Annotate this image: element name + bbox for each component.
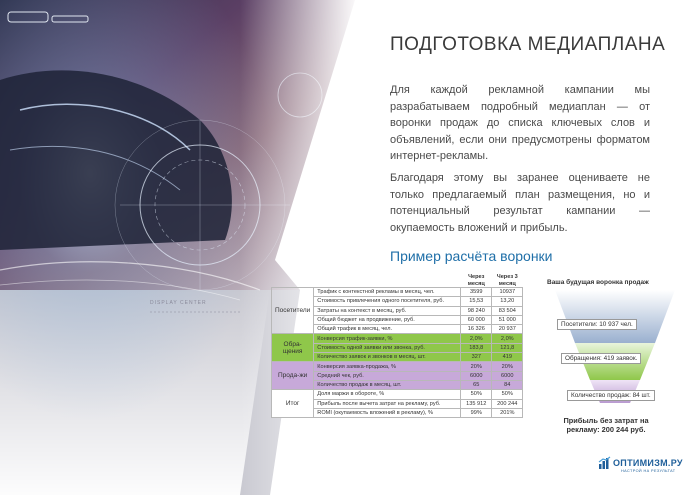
row-value-3months: 6000 [492, 371, 523, 380]
row-value-3months: 419 [492, 353, 523, 362]
row-value-3months: 13,20 [492, 297, 523, 306]
group-label-sales: Прода-жи [272, 362, 314, 390]
row-value-3months: 10937 [492, 288, 523, 297]
row-value-3months: 20 937 [492, 325, 523, 334]
row-value-3months: 2,0% [492, 334, 523, 343]
funnel-label-requests: Обращения: 419 заявок. [561, 353, 641, 364]
row-value-month: 99% [461, 408, 492, 417]
funnel-level-visitors [555, 290, 675, 343]
group-label-visitors: Посетители [272, 288, 314, 334]
funnel-heading: Пример расчёта воронки [390, 248, 553, 264]
row-value-3months: 51 000 [492, 315, 523, 324]
row-value-3months: 50% [492, 390, 523, 399]
table-row [272, 362, 523, 371]
row-value-month: 65 [461, 380, 492, 389]
row-value-3months: 84 [492, 380, 523, 389]
page-title: ПОДГОТОВКА МЕДИАПЛАНА [390, 34, 666, 55]
row-value-month: 20% [461, 362, 492, 371]
row-value-month: 16 326 [461, 325, 492, 334]
row-value-month: 50% [461, 390, 492, 399]
funnel-label-visitors: Посетители: 10 937 чел. [557, 319, 637, 330]
table-row [272, 334, 523, 343]
row-value-month: 135 912 [461, 399, 492, 408]
table-row [272, 288, 523, 297]
row-value-month: 15,53 [461, 297, 492, 306]
funnel-label-sales: Количество продаж: 84 шт. [567, 390, 655, 401]
group-label-requests: Обра-щения [272, 334, 314, 362]
row-label: Стоимость одной заявки или звонка, руб. [314, 343, 461, 352]
row-label: Общий трафик в месяц, чел. [314, 325, 461, 334]
logo-icon [598, 456, 612, 470]
row-value-3months: 83 504 [492, 306, 523, 315]
row-label: Затраты на контекст в месяц, руб. [314, 306, 461, 315]
row-label: Прибыль после вычета затрат на рекламу, руб. [314, 399, 461, 408]
table-row [272, 390, 523, 399]
column-header-month: Через месяц [467, 274, 485, 287]
row-value-month: 60 000 [461, 315, 492, 324]
row-label: Средний чек, руб. [314, 371, 461, 380]
row-label: Количество продаж в месяц, шт. [314, 380, 461, 389]
benefit-paragraph: Благодаря этому вы заранее оцениваете не только предлагаемый план размещения, но и потенциальный результат кампании — окупаемость вложений и прибыль. [390, 172, 650, 234]
row-label: Конверсия заявка-продажа, % [314, 362, 461, 371]
row-label: Трафик с контекстной рекламы в месяц, чел. [314, 288, 461, 297]
group-label-total: Итог [272, 390, 314, 418]
row-value-month: 6000 [461, 371, 492, 380]
profit-summary: Прибыль без затрат на рекламу: 200 244 руб. [563, 416, 649, 434]
row-label: Общий бюджет на продвижение, руб. [314, 315, 461, 324]
row-label: Количество заявок и звонков в месяц, шт. [314, 353, 461, 362]
row-value-month: 98 240 [461, 306, 492, 315]
row-value-month: 3599 [461, 288, 492, 297]
row-value-month: 183,8 [461, 343, 492, 352]
row-label: ROMI (окупаемость вложений в рекламу), % [314, 408, 461, 417]
logo-tagline: НАСТРОЙ НА РЕЗУЛЬТАТ [621, 469, 676, 473]
row-value-month: 2,0% [461, 334, 492, 343]
funnel-title: Ваша будущая воронка продаж [547, 279, 649, 286]
row-label: Стоимость привлечения одного посетителя, руб. [314, 297, 461, 306]
row-label: Конверсия трафик-заявки, % [314, 334, 461, 343]
column-header-3months: Через 3 месяц [496, 274, 518, 287]
funnel-calculation-table [271, 273, 523, 418]
intro-paragraph: Для каждой рекламной кампании мы разрабатываем подробный медиаплан — от воронки продаж до списка ключевых слов и объявлений, если они предусмотрены форматом интернет-рекламы. [390, 84, 650, 162]
art-caption: DISPLAY CENTER [150, 300, 207, 306]
row-value-3months: 121,8 [492, 343, 523, 352]
row-value-3months: 201% [492, 408, 523, 417]
row-value-3months: 200 244 [492, 399, 523, 408]
logo-name: ОПТИМИЗМ.РУ [613, 458, 683, 468]
row-label: Доля маржи в обороте, % [314, 390, 461, 399]
row-value-month: 327 [461, 353, 492, 362]
row-value-3months: 20% [492, 362, 523, 371]
